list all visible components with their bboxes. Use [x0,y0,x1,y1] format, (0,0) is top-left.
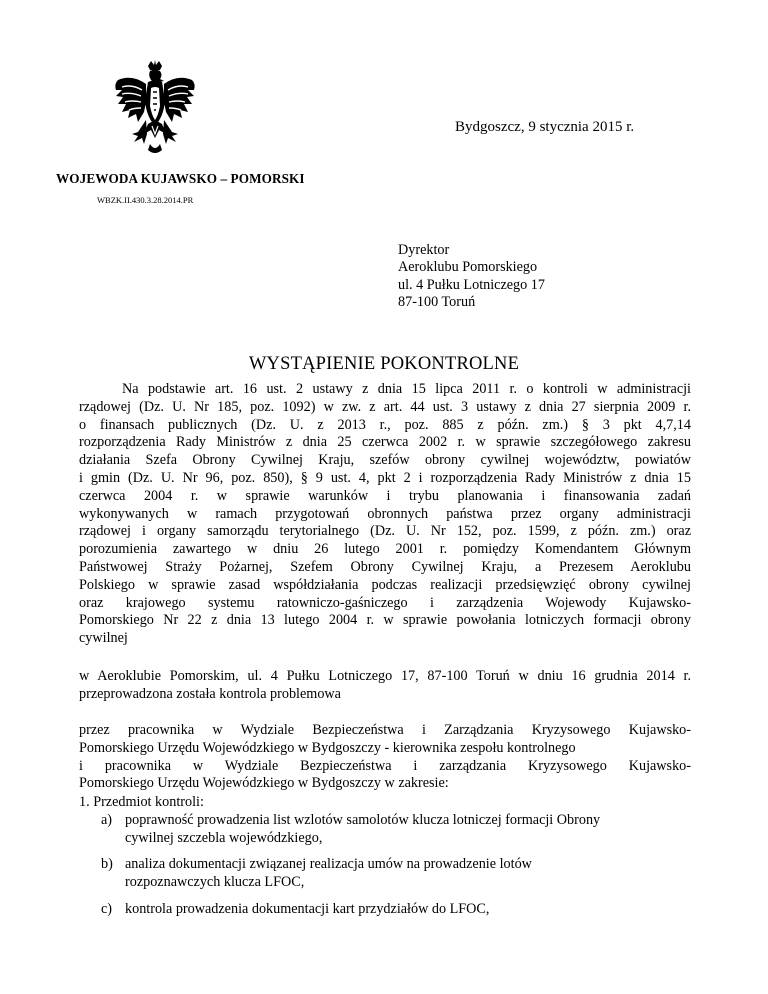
location-paragraph [79,668,691,704]
text-line: przez pracownika w Wydziale Bezpieczeństwa i Zarządzania Kryzysowego Kujawsko- [79,722,691,738]
text-line: Na podstawie art. 16 ust. 2 ustawy z dnia 15 lipca 2011 r. o kontroli w administracji [122,381,691,397]
text-line: Polskiego w sprawie zasad współdziałania podczas realizacji przedsięwzięć obrony cywilnej [79,576,691,593]
text-line: oraz krajowego systemu ratowniczo-gaśniczego i zarządzenia Wojewody Kujawsko- [79,594,691,611]
place-date: Bydgoszcz, 9 stycznia 2015 r. [455,119,635,135]
list-item-label: a) [101,811,113,828]
text-line: cywilnej [79,630,128,647]
addressee-line: 87-100 Toruń [398,294,476,311]
list-item-label: c) [101,900,113,917]
issuing-authority: WOJEWODA KUJAWSKO – POMORSKI [56,171,305,186]
text-line: rządowej (Dz. U. Nr 185, poz. 1092) w zw. z art. 44 ust. 3 ustawy z dnia 27 sierpnia 2009 r. [79,398,691,415]
text-line: Pomorskiego Urzędu Wojewódzkiego w Bydgoszczy w zakresie: [79,775,449,792]
document-title: WYSTĄPIENIE POKONTROLNE [248,354,520,374]
text-line: cywilnej szczebla wojewódzkiego, [125,829,323,846]
addressee-line: ul. 4 Pułku Lotniczego 17 [398,276,545,293]
text-line: działania Szefa Obrony Cywilnej Kraju, szefów obrony cywilnej województw, powiatów [79,452,691,469]
text-line: poprawność prowadzenia list wzlotów samolotów klucza lotniczej formacji Obrony [125,811,601,828]
subject-heading: 1. Przedmiot kontroli: [79,794,204,810]
legal-basis-paragraph [79,381,691,648]
text-line: w Aeroklubie Pomorskim, ul. 4 Pułku Lotniczego 17, 87-100 Toruń w dniu 16 grudnia 2014 r. [79,668,691,684]
text-line: wykonywanych w ramach przygotowań obronnych państwa przez organy administracji [79,505,691,522]
text-line: analiza dokumentacji związanej realizacja umów na prowadzenie lotów [125,856,532,873]
addressee-line: Dyrektor [398,242,450,258]
list-item-label: b) [101,856,113,873]
inspectors-paragraph [79,722,691,793]
text-line: rządowej i organy samorządu terytorialnego (Dz. U. Nr 152, poz. 1599, z późn. zm.) oraz [79,523,691,540]
text-line: Pomorskiego Nr 22 z dnia 13 lutego 2004 r. w sprawie powołania lotniczych formacji obrony [79,612,691,629]
text-line: przeprowadzona została kontrola problemowa [79,685,341,702]
text-line: o finansach publicznych (Dz. U. z 2013 r., poz. 885 z późn. zm.) § 3 pkt 4,7,14 [79,416,691,433]
text-line: rozporządzenia Rady Ministrów z dnia 25 czerwca 2002 r. w sprawie szczegółowego zakresu [79,434,691,451]
text-line: Państwowej Straży Pożarnej, Szefem Obrony Cywilnej Kraju, a Prezesem Aeroklubu [79,558,691,575]
text-line: Pomorskiego Urzędu Wojewódzkiego w Bydgoszczy - kierownika zespołu kontrolnego [79,739,576,756]
list-item [79,901,691,919]
polish-eagle-emblem-icon [110,60,200,156]
text-line: i gmin (Dz. U. Nr 96, poz. 850), § 9 ust. 4, pkt 2 i rozporządzenia Rady Ministrów z dnia 15 [79,469,691,486]
text-line: czerwca 2004 r. w sprawie warunków i trybu planowania i finansowania zadań [79,487,691,504]
text-line: porozumienia zawartego w dniu 26 lutego 2001 r. pomiędzy Komendantem Głównym [79,541,691,558]
list-item [79,812,691,848]
addressee-block [398,242,545,312]
text-line: rozpoznawczych klucza LFOC, [125,874,305,891]
inspection-subject-list [79,794,691,919]
text-line: i pracownika w Wydziale Bezpieczeństwa i zarządzania Kryzysowego Kujawsko- [79,757,691,774]
text-line: kontrola prowadzenia dokumentacji kart przydziałów do LFOC, [125,900,490,917]
list-item [79,856,691,892]
addressee-line: Aeroklubu Pomorskiego [398,259,538,276]
reference-number: WBZK.II.430.3.28.2014.PR [97,195,194,205]
